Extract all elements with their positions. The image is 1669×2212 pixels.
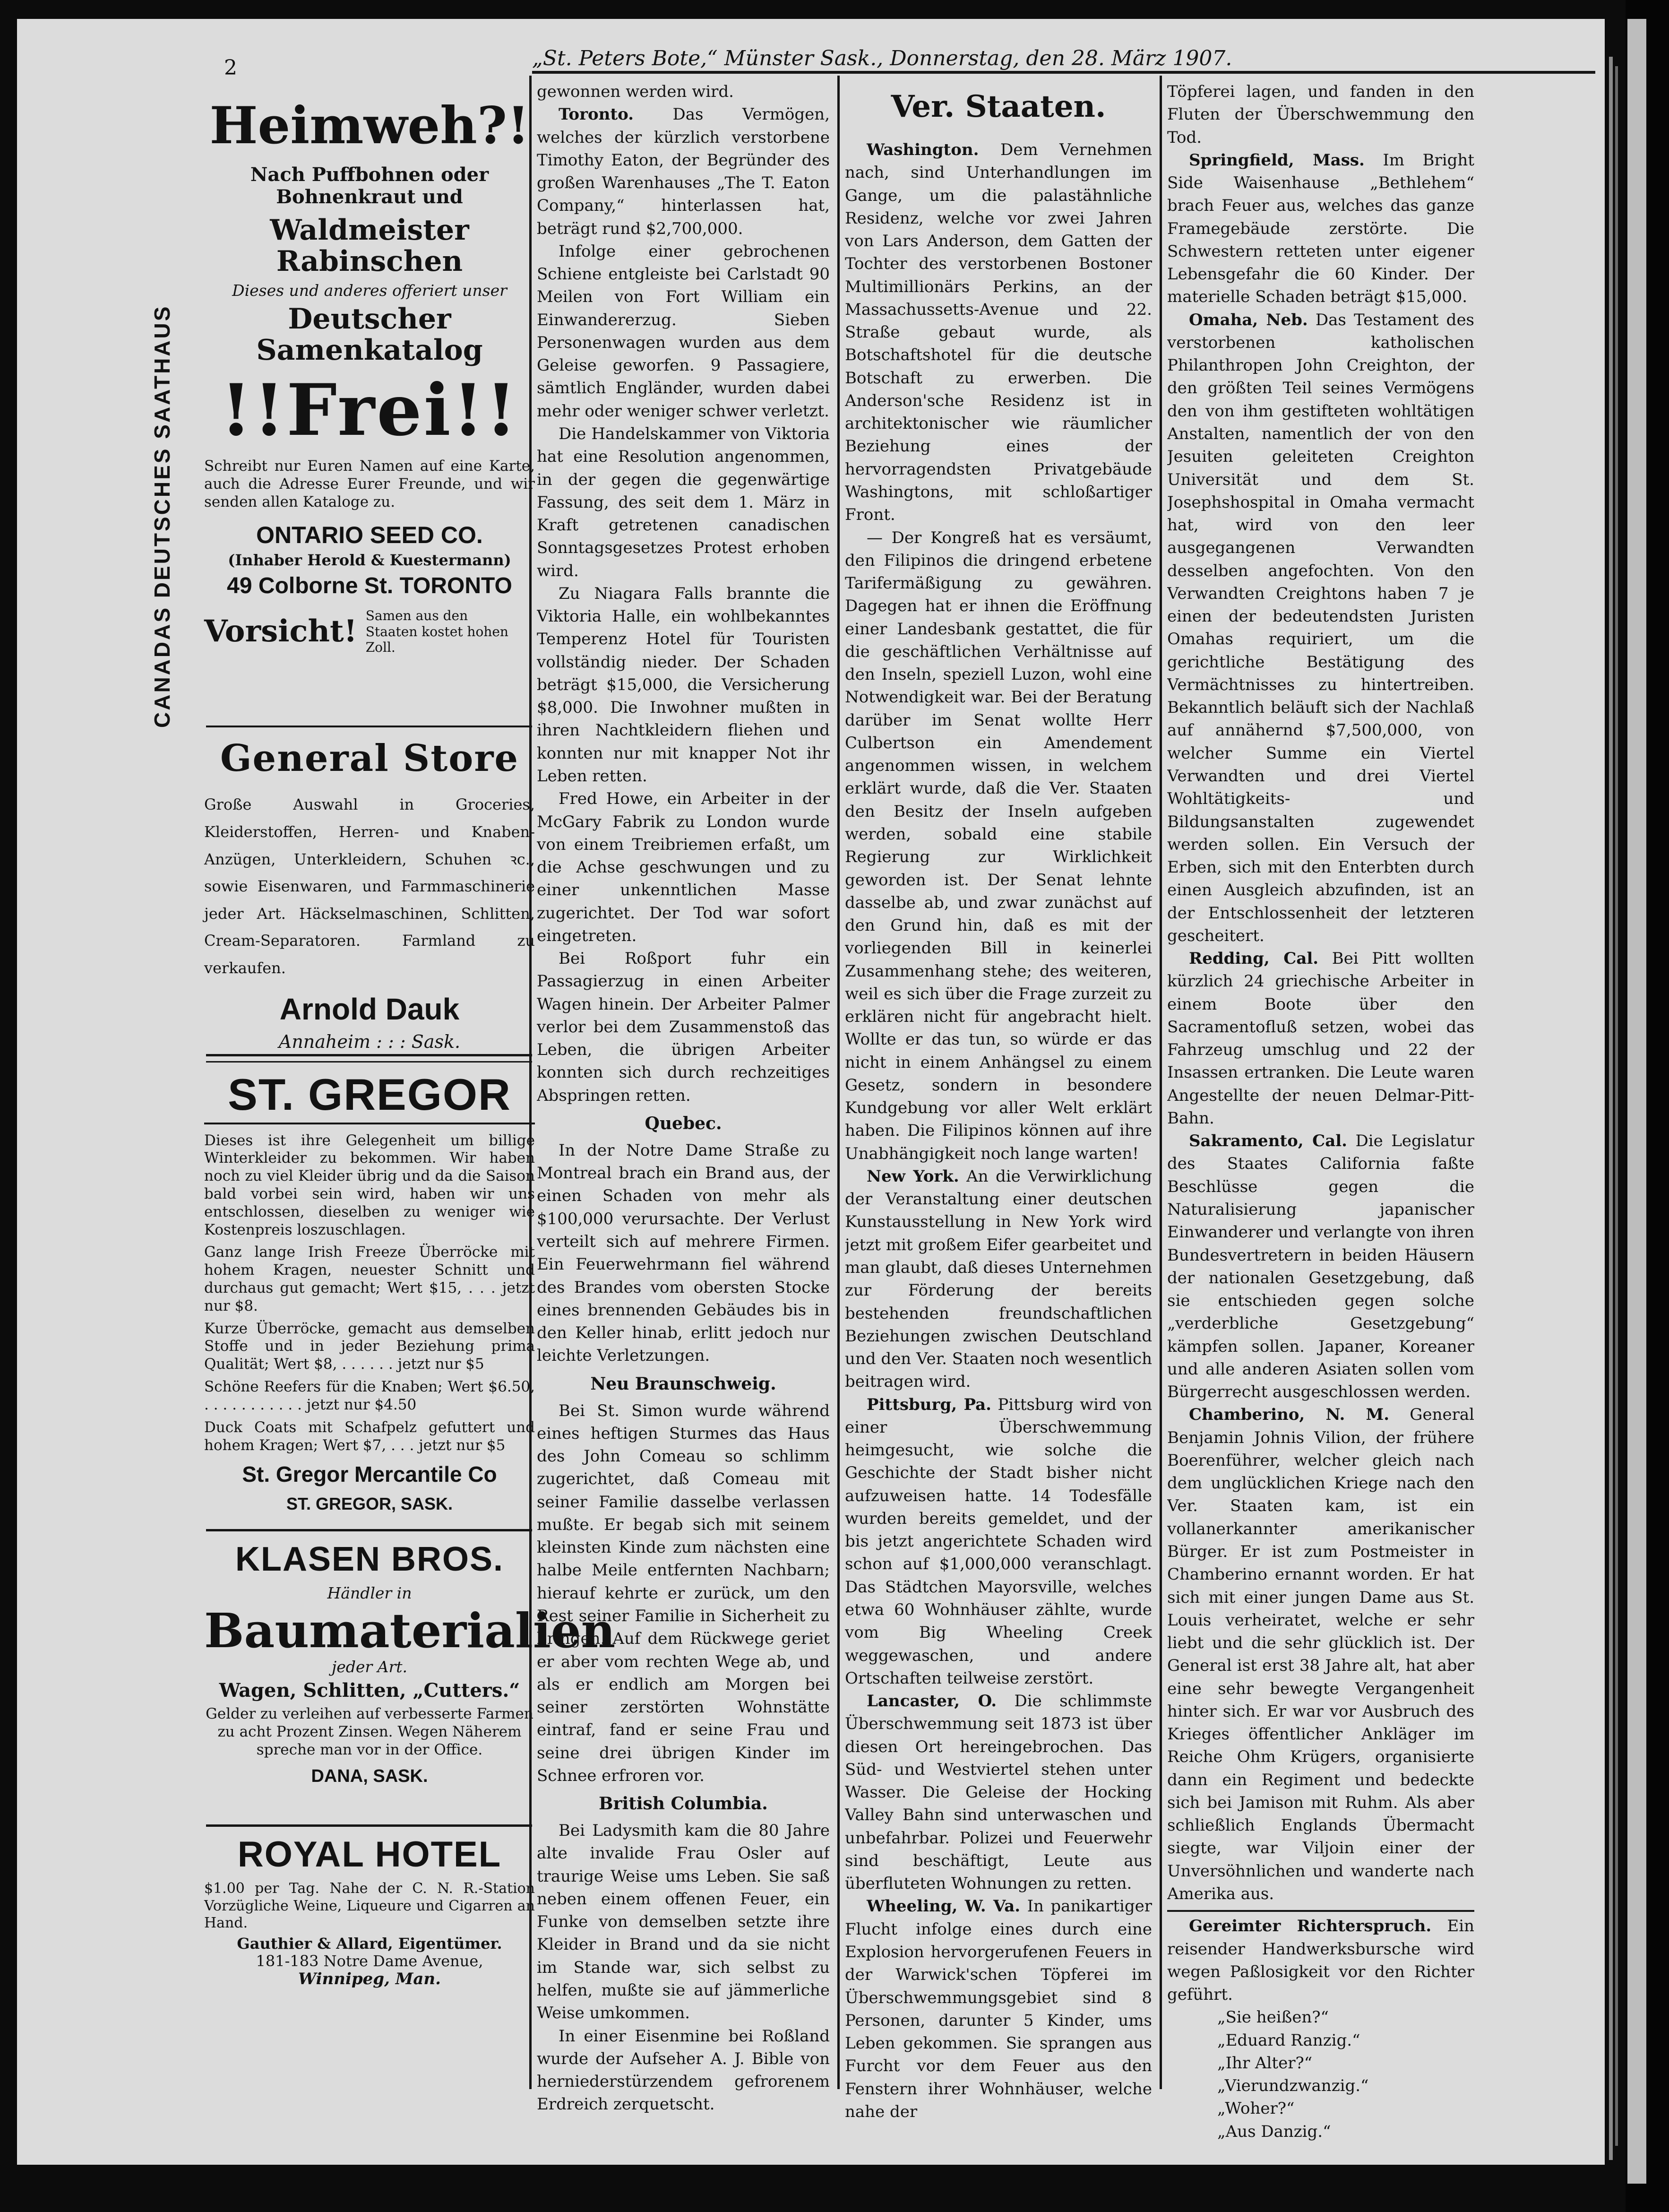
dateline: Sakramento, Cal. [1189,1132,1347,1151]
ad-body: Schreibt nur Euren Namen auf eine Karte, auch die Adresse Eurer Freunde, und wir senden allen Kataloge zu. [204,457,535,510]
ad-rule [204,1123,535,1124]
ad-body: Dieses ist ihre Gelegenheit um billige Winterkleider zu bekommen. Wir haben noch zu viel Kleider übrig und da die Saison bald vorbei sein wird, haben wir uns entschlossen, dieselben zu weniger wie Kostenpreis loszuschlagen. [204,1132,535,1238]
article-paragraph: Töpferei lagen, und fanden in den Fluten der Überschwemmung den Tod. [1167,82,1474,147]
dateline: Pittsburg, Pa. [867,1395,992,1414]
ad-address: 181-183 Notre Dame Avenue, [256,1952,483,1970]
dialogue-line: „Eduard Ranzig.“ [1217,2031,1360,2050]
page-number: 2 [224,56,237,80]
general-store-ad [204,737,535,1052]
article-text: Pittsburg wird von einer Überschwemmung heimgesucht, wie solche die Geschichte der Stadt bisher nicht aufzuweisen hatte. 14 Todesfälle wurden bereits gemeldet, und der bis jetzt angerichtete Schaden wird schon auf $1,000,000 veranschlagt. Das Städtchen Mayorsville, welches etwa 60 Wohnhäuser zählte, wurde vom Big Wheeling Creek weggewaschen, und andere Ortschaften teilweise zerstört. [845,1395,1152,1688]
article-text: Das Testament des verstorbenen katholischen Philanthropen John Creighton, der den größten Teil seines Vermögens den von ihm gestifteten wohltätigen Anstalten, namentlich der von den Jesuiten geleiteten Creighton Universität und dem St. Josephshospital in Omaha vermacht hat, wird von den leer ausgegangenen Verwandten desselben angefochten. Von den Verwandten Creightons haben 7 je einen der bedeutendsten Juristen Omahas requiriert, um die gerichtliche Bestätigung des Vermächtnisses zu hintertreiben. Bekanntlich beläuft sich der Nachlaß auf annähernd $7,500,000, von welcher Summe ein Viertel Verwandten und drei Viertel Wohltätigkeits- und Bildungsanstalten zugewendet werden sollen. Ein Versuch der Erben, sich mit den Enterbten durch einen Ausgleich abzufinden, ist an der Entschlossenheit der letzteren gescheitert. [1167,310,1474,945]
ad-divider [206,1529,532,1531]
ad-place: ST. GREGOR, SASK. [286,1494,453,1513]
section-heading: Quebec. [645,1113,722,1133]
dialogue-line: „Vierundzwanzig.“ [1217,2076,1369,2096]
article-paragraph: gewonnen werden wird. [537,82,734,101]
dialogue-line: „Aus Danzig.“ [1217,2122,1331,2141]
article-text: Die Legislatur des Staates California faßte Beschlüsse gegen die Naturalisierung japanischer Einwanderer und verlangte von ihren Bundesvertretern in beiden Häusern der nationalen Gesetzgebung, daß sie entschieden gegen solche „verderbliche Gesetzgebung“ kämpfen sollen. Japaner, Koreaner und alle anderen Asiaten sollen vom Bürgerrecht ausgeschlossen werden. [1167,1132,1474,1402]
adjacent-page-strip [1626,0,1669,2212]
article-text: An die Verwirklichung der Veranstaltung einer deutschen Kunstausstellung in New York wird jetzt mit großem Eifer gearbeitet und man glaubt, daß dieses Unternehmen zur Förderung der bereits bestehenden freundschaftlichen Beziehungen zwischen Deutschland und den Ver. Staaten noch wesentlich beitragen wird. [845,1166,1152,1391]
ad-title: ST. GREGOR [228,1070,511,1119]
dateline: Omaha, Neb. [1189,310,1308,329]
section-heading: Ver. Staaten. [891,89,1106,124]
article-paragraph: Fred Howe, ein Arbeiter in der McGary Fabrik zu London wurde von einem Treibriemen erfaßt, um die Achse geschwungen und zu einer unkenntlichen Masse zugerichtet. Der Tod war sofort eingetreten. [537,789,830,945]
ad-divider [206,1054,532,1056]
ad-offer: Ganz lange Irish Freeze Überröcke mit hohem Kragen, neuester Schnitt und durchaus gut gemacht; Wert $15, . . . jetzt nur $8. [204,1244,535,1314]
dialogue-line: „Woher?“ [1217,2099,1295,2118]
ad-line: Händler in [327,1583,412,1602]
dateline: Redding, Cal. [1189,949,1319,968]
section-heading: British Columbia. [599,1794,768,1814]
ad-title: General Store [220,737,519,780]
article-paragraph: Bei St. Simon wurde während eines heftigen Sturmes das Haus des John Comeau so schlimm zugerichtet, daß Comeau mit seiner Familie dasselbe verlassen mußte. Er begab sich mit seinem kleinsten Kinde zum nächsten eine halbe Meile entfernten Nachbarn; hierauf kehrte er zurück, um den Rest seiner Familie in Sicherheit zu bringen. Auf dem Rückwege geriet er aber vom rechten Wege ab, und als er endlich am Morgen bei seiner zerstörten Wohnstätte eintraf, fand er seine Frau und seine drei übrigen Kinder im Schnee erfroren vor. [537,1401,830,1785]
ad-divider [206,1061,532,1063]
article-paragraph: Infolge einer gebrochenen Schiene entgleiste bei Carlstadt 90 Meilen von Fort William ein Einwandererzug. Sieben Personenwagen wurden aus dem Geleise geworfen. 9 Passagiere, sämtlich Engländer, wurden dabei mehr oder weniger schwer verletzt. [537,242,830,421]
article-paragraph [845,1690,1152,1895]
article-text: General Benjamin Johnis Vilion, der frühere Boerenführer, welcher gleich nach dem unglücklichen Kriege nach den Ver. Staaten kam, ist ein vollanerkannter amerikanischer Bürger. Er ist zum Postmeister in Chamberino ernannt worden. Er hat sich mit einer jungen Dame aus St. Louis verheiratet, welche er sehr liebt und die sehr glücklich ist. Der General ist erst 38 Jahre alt, hat aber eine sehr bewegte Vergangenheit hinter sich. Er war vor Ausbruch des Krieges öffentlicher Ankläger im Reiche Ohm Krügers, organisierte dann ein Regiment und bedeckte sich bei Jamison mit Ruhm. Als aber schließlich Englands Übermacht siegte, war Viljoin einer der Unversöhnlichen und wanderte nach Amerika aus. [1167,1405,1474,1903]
masthead-rule [532,71,1595,74]
ad-title: ROYAL HOTEL [237,1834,502,1875]
article-paragraph [1167,1915,1474,2006]
ad-body: $1.00 per Tag. Nahe der C. N. R.-Station Vorzügliche Weine, Liqueure und Cigarren an Hand. [204,1880,535,1932]
ad-divider [206,1824,532,1827]
royal-hotel-ad [204,1834,535,1989]
ad-free-banner: !!Frei!! [220,369,519,452]
article-paragraph [537,103,830,240]
ad-title: KLASEN BROS. [235,1540,504,1578]
article-paragraph [845,1393,1152,1690]
column-rule [1160,76,1162,2089]
saathaus-ad [204,96,535,656]
ad-company: ONTARIO SEED CO. [256,522,483,549]
st-gregor-ad [204,1071,535,1513]
running-head: „St. Peters Bote,“ Münster Sask., Donnerstag, den 28. März 1907. [532,46,1232,70]
article-text: Das Vermögen, welches der kürzlich verstorbene Timothy Eaton, der Begründer des großen Warenhauses „The T. Eaton Company,“ hinterlassen hat, beträgt rund $2,700,000. [537,105,830,238]
ad-place: DANA, SASK. [311,1766,428,1786]
ad-owners: Gauthier & Allard, Eigentümer. [237,1934,502,1953]
ad-warning-text: Samen aus den Staaten kostet hohen Zoll. [365,608,508,656]
newspaper-page [17,19,1605,2165]
article-paragraph [1167,309,1474,947]
dateline: Toronto. [559,105,634,124]
ad-owner: (Inhaber Herold & Kuestermann) [228,551,511,570]
column-us [845,80,1152,2160]
article-paragraph: Bei Roßport fuhr ein Passagierzug in einen Arbeiter Wagen hinein. Der Arbeiter Palmer verlor bei dem Zusammenstoß das Leben, die übrigen Arbeiter konnten sich durch rechzeitiges Abspringen retten. [537,949,830,1105]
ad-company: St. Gregor Mercantile Co [242,1462,497,1487]
dateline: Washington. [867,140,979,159]
dateline: Lancaster, O. [867,1692,997,1711]
article-paragraph: Die Handelskammer von Viktoria hat eine Resolution angenommen, in der gegen die gegenwärtige Fassung, des seit dem 1. März in Kraft getretenen canadischen Sonntagsgesetzes Protest erhoben wird. [537,424,830,580]
article-text: Bei Pitt wollten kürzlich 24 griechische Arbeiter in einem Boote über den Sacramentofluß setzen, wobei das Fahrzeug umschlug und 22 der Insassen ertranken. Die Leute waren Angestellte der neuen Delmar-Pitt-Bahn. [1167,949,1474,1128]
article-paragraph: Bei Ladysmith kam die 80 Jahre alte invalide Frau Osler auf traurige Weise ums Leben. Sie saß neben einem offenen Feuer, ein Funke von demselben setzte ihre Kleider in Brand und da sie nicht im Stande war, sich selbst zu helfen, mußte sie auf jämmerliche Weise umkommen. [537,1821,830,2023]
ad-line: Waldmeister Rabinschen [270,214,469,278]
saathaus-sidebar: CANADAS DEUTSCHES SAATHAUS [150,304,174,728]
article-text: Dem Vernehmen nach, sind Unterhandlungen im Gange, um die palastähnliche Residenz, welche vor zwei Jahren von Lars Anderson, dem Gatten der Tochter des verstorbenen Bostoner Multimillionärs Perkins, an der Massachussetts-Avenue und 22. Straße gebaut wurde, als Botschaftshotel für die deutsche Botschaft zu erwerben. Die Anderson'sche Residenz ist in architektonischer wie räumlicher Beziehung eines der hervorragendsten Privatgebäude Washingtons, mit schloßartiger Front. [845,140,1152,525]
dialogue-line: „Sie heißen?“ [1217,2008,1329,2027]
page-edge [1609,57,1613,2160]
article-divider [1167,1910,1474,1912]
ad-product: Baumaterialien [204,1602,616,1659]
ad-line: Deutscher Samenkatalog [256,302,483,367]
dateline: Springfield, Mass. [1189,150,1365,170]
dialogue-line: „Ihr Alter?“ [1217,2053,1313,2073]
ad-body: Gelder zu verleihen auf verbesserte Farmen zu acht Prozent Zinsen. Wegen Näherem spreche man vor in der Office. [206,1705,533,1759]
dateline: Chamberino, N. M. [1189,1405,1390,1425]
article-paragraph [1167,947,1474,1130]
column-us-continued [1167,80,1474,2160]
article-text: Im Bright Side Waisenhause „Bethlehem“ brach Feuer aus, welches das ganze Framegebäude zerstörte. Die Schwestern retteten unter eigener Lebensgefahr die 60 Kinder. Der materielle Schaden beträgt $15,000. [1167,150,1474,307]
ad-city: Winnipeg, Man. [298,1970,441,1989]
article-paragraph [1167,149,1474,309]
dateline: Wheeling, W. Va. [867,1897,1021,1916]
ad-line: jeder Art. [331,1657,408,1676]
ad-warning-word: Vorsicht! [204,613,357,649]
article-paragraph [845,138,1152,527]
article-paragraph [845,1165,1152,1393]
dateline: New York. [867,1166,959,1186]
article-text: In panikartiger Flucht infolge eines durch eine Explosion hervorgerufenen Feuers in der Warwick'schen Töpferei im Überschwemmungsgebiet sind 8 Personen, darunter 5 Kinder, ums Leben gekommen. Sie sprangen aus Furcht vor dem Feuer aus den Fenstern ihrer Wohnhäuser, welche nahe der [845,1897,1152,2121]
ad-owner: Arnold Dauk [279,992,460,1026]
ad-line: Wagen, Schlitten, „Cutters.“ [219,1679,520,1702]
ad-divider [206,726,532,727]
ad-offer: Duck Coats mit Schafpelz gefuttert und hohem Kragen; Wert $7, . . . jetzt nur $5 [204,1418,535,1454]
article-paragraph: — Der Kongreß hat es versäumt, den Filipinos die dringend erbetene Tarifermäßigung zu gewähren. Dagegen hat er ihnen die Eröffnung einer Landesbank gestattet, die für die geschäftlichen Verhältnisse auf den Inseln, speziell Luzon, wohl eine Notwendigkeit war. Bei der Beratung darüber im Senat wollte Herr Culbertson ein Amendement angenommen wissen, in welchem erklärt wurde, daß die Ver. Staaten den Besitz der Inseln aufgeben werden, sobald eine stabile Regierung zur Wirklichkeit geworden ist. Der Senat lehnte dasselbe ab, und zwar zunächst auf den Grund hin, daß es mit der vorliegenden Bill in keinerlei Zusammenhang stehe; des weiteren, weil es sich über die Frage zurzeit zu erklären nicht für angebracht hielt. Wollte er das tun, so würde er das nicht in einem Anhängsel zu einem Gesetz, sondern in besondere Kundgebung vor aller Welt erklärt haben. Die Filipinos können auf ihre Unabhängigkeit noch lange warten! [845,528,1152,1163]
article-paragraph: In einer Eisenmine bei Roßland wurde der Aufseher A. J. Bible von herniederstürzendem gefrorenem Erdreich zerquetscht. [537,2026,830,2114]
article-paragraph [1167,1130,1474,1403]
ad-location: Annaheim : : : Sask. [278,1031,461,1052]
article-text: Ein reisender Handwerksbursche wird wegen Paßlosigkeit vor den Richter geführt. [1167,1917,1474,2005]
ad-title: Heimweh?! [209,96,530,156]
ad-offer: Schöne Reefers für die Knaben; Wert $6.50, . . . . . . . . . . . jetzt nur $4.50 [204,1378,535,1413]
klasen-ad [204,1540,616,1787]
ad-offer: Kurze Überröcke, gemacht aus demselben Stoffe und in jeder Beziehung prima Qualität; Wert $8, . . . . . . jetzt nur $5 [204,1320,535,1373]
ad-line: Nach Puffbohnen oder Bohnenkraut und [250,164,489,208]
page-edge [1615,66,1618,2146]
article-paragraph [845,1895,1152,2123]
ad-body: Große Auswahl in Groceries, Kleiderstoffen, Herren- und Knaben-Anzügen, Unterkleidern, Schuhen ꝛc., sowie Eisenwaren, und Farmmaschinerie jeder Art. Häckselmaschinen, Schlitten, Cream-Separatoren. Farmland zu verkaufen. [204,795,535,977]
ad-line: Dieses und anderes offeriert unser [232,281,507,300]
article-text: Die schlimmste Überschwemmung seit 1873 ist über diesen Ort hereingebrochen. Das Süd- und Westviertel stehen unter Wasser. Die Geleise der Hocking Valley Bahn sind unterwaschen und unbefahrbar. Polizei und Feuerwehr sind beschäftigt, Leute aus überfluteten Wohnungen zu retten. [845,1692,1152,1893]
section-heading: Neu Braunschweig. [590,1374,776,1394]
column-canada [537,80,830,2160]
column-rule [837,76,840,2089]
article-paragraph: In der Notre Dame Straße zu Montreal brach ein Brand aus, der einen Schaden von mehr als $100,000 verursachte. Der Verlust verteilt sich auf mehrere Firmen. Ein Feuerwehrmann fiel während des Brandes vom obersten Stocke eines brennenden Gebäudes bis in den Keller hinab, erlitt jedoch nur leichte Verletzungen. [537,1141,830,1365]
ad-address: 49 Colborne St. TORONTO [227,573,512,599]
article-paragraph [1167,1403,1474,1905]
article-paragraph: Zu Niagara Falls brannte die Viktoria Halle, ein wohlbekanntes Temperenz Hotel für Touristen vollständig nieder. Der Schaden beträgt $15,000, die Versicherung $8,000. Die Inwohner mußten in ihren Nachtkleidern fliehen und konnten nur mit knapper Not ihr Leben retten. [537,584,830,786]
dateline: Gereimter Richterspruch. [1189,1917,1432,1936]
ad-warning [204,608,535,656]
